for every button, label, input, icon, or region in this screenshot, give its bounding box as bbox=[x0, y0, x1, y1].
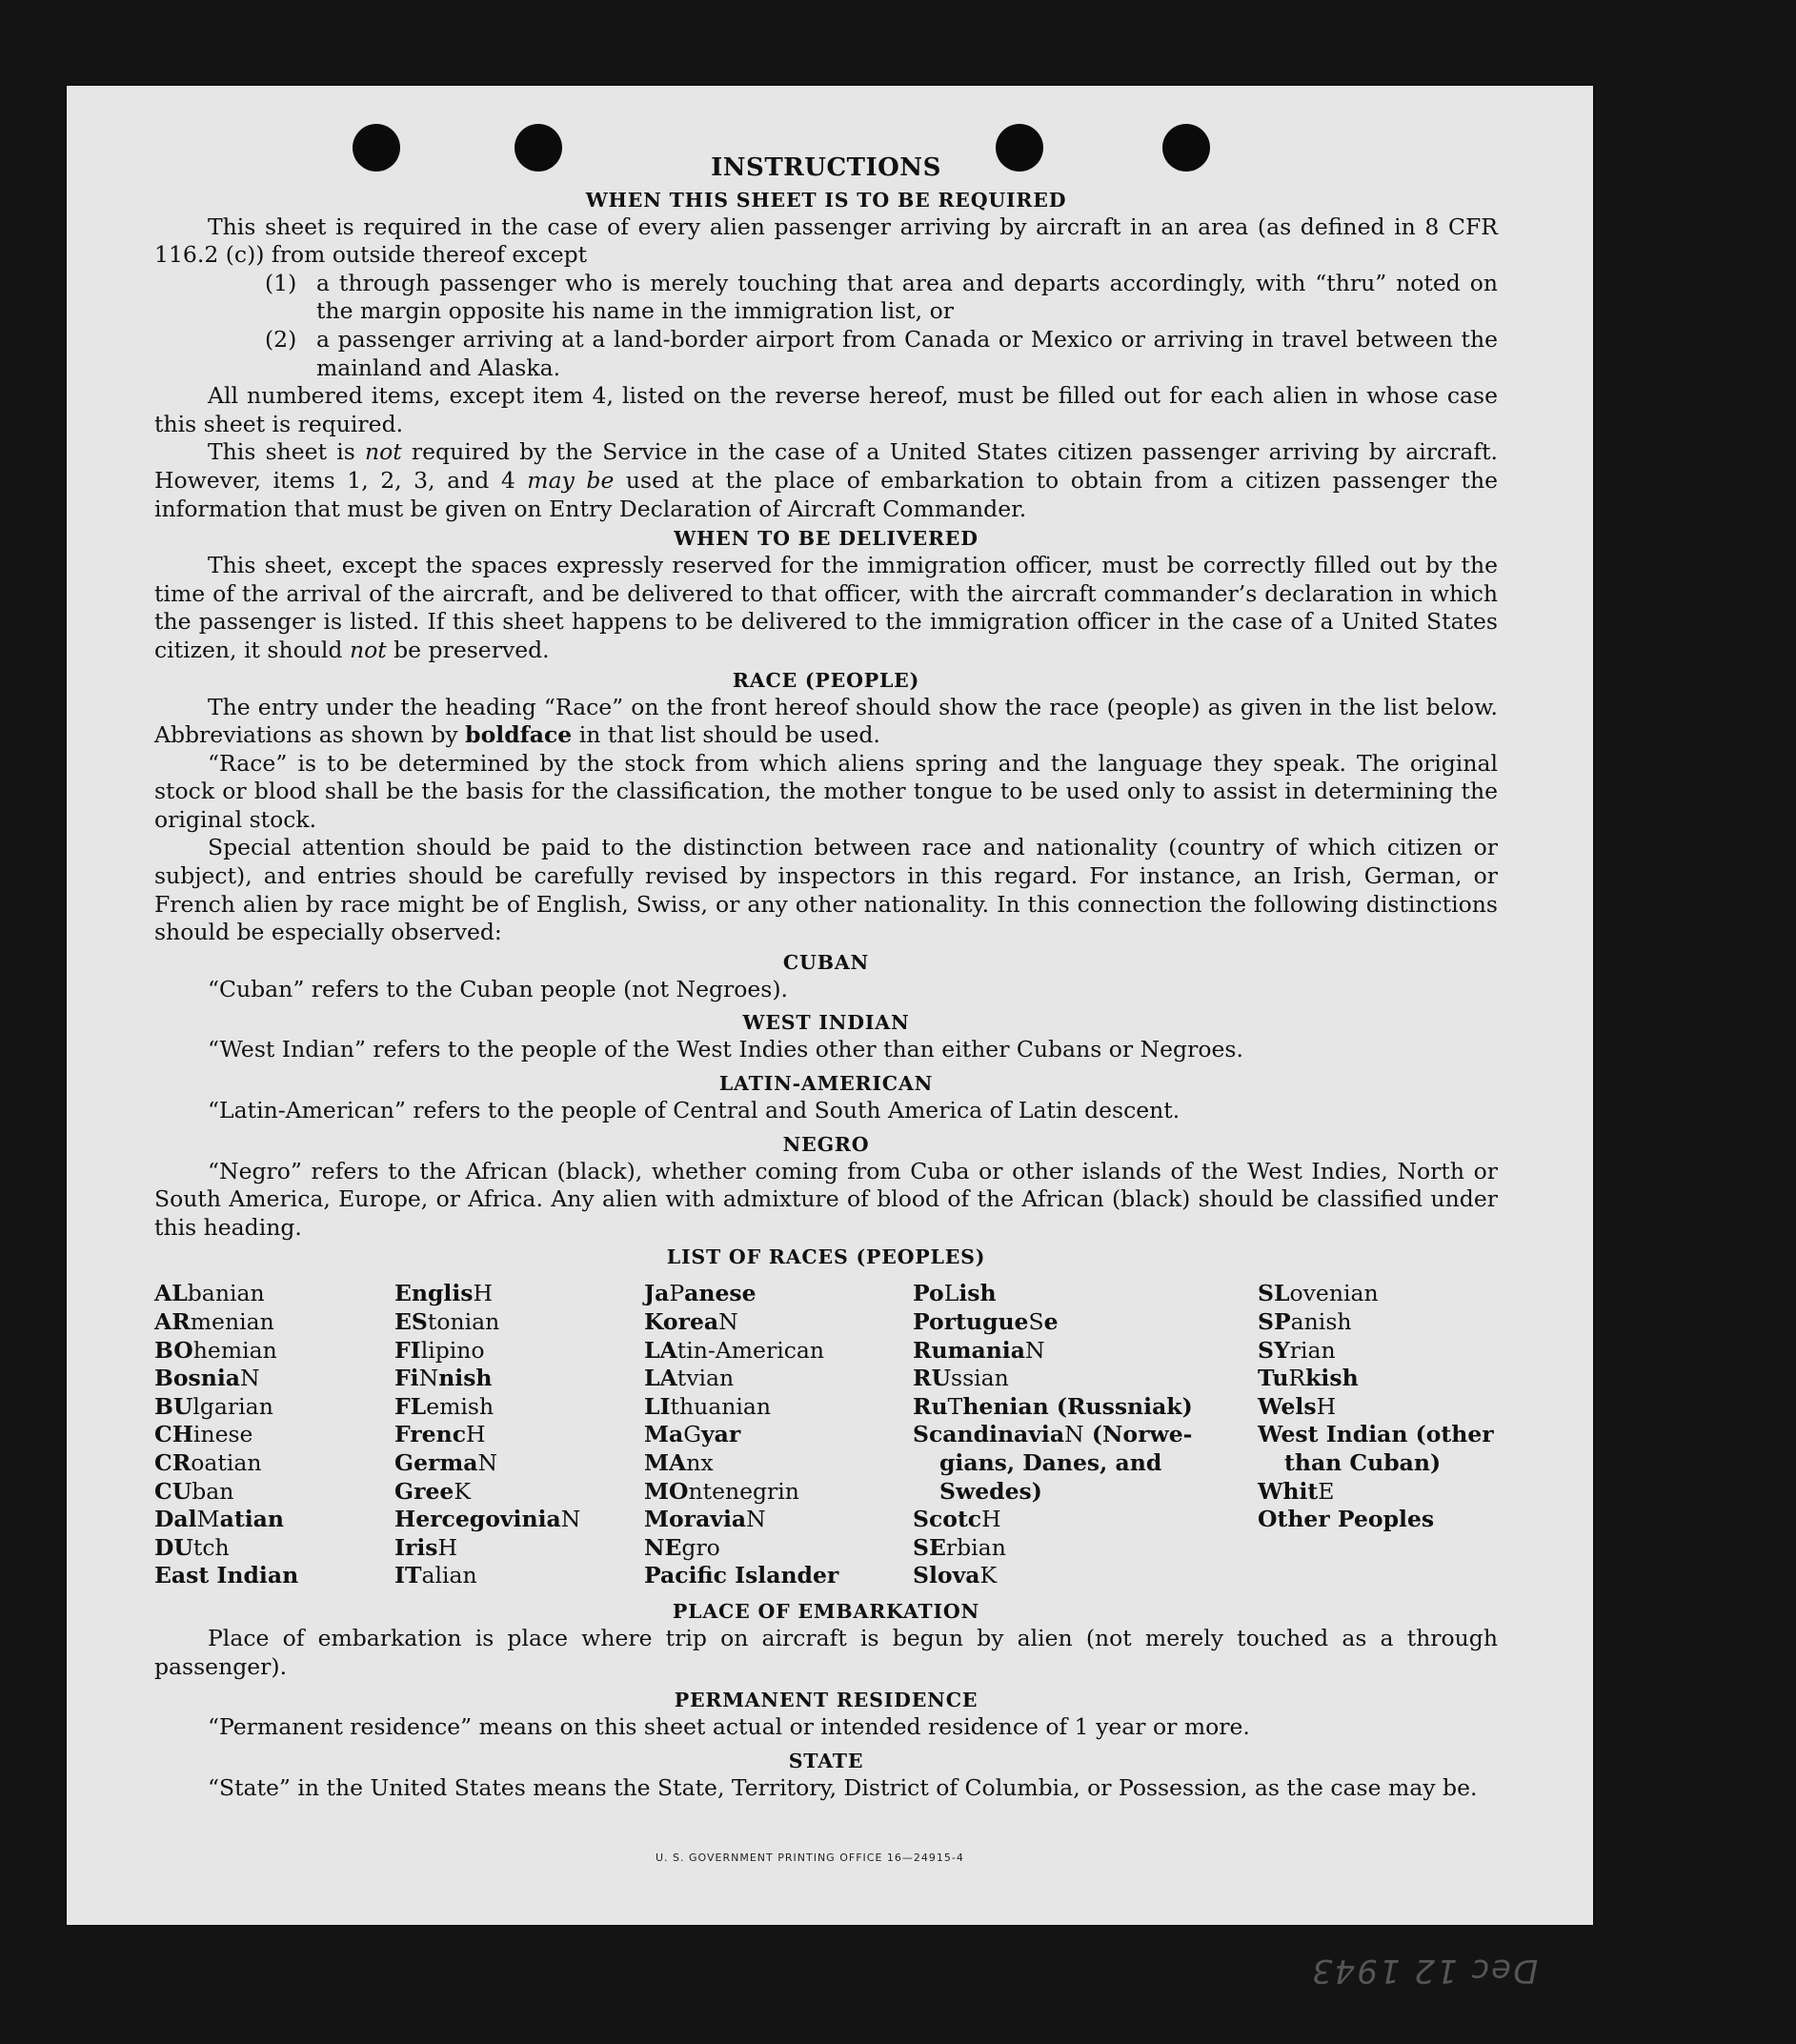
race-entry bbox=[154, 1308, 394, 1337]
race-entry-segment: inese bbox=[192, 1421, 253, 1448]
race-entry bbox=[1258, 1280, 1498, 1308]
race-entry bbox=[644, 1534, 913, 1563]
race-entry-segment: rbian bbox=[945, 1533, 1006, 1561]
race-entry-segment: LA bbox=[644, 1365, 677, 1392]
race-entry-segment: Tu bbox=[1258, 1365, 1289, 1392]
race-entry-segment: CU bbox=[154, 1477, 192, 1505]
race-entry-segment: H bbox=[437, 1533, 458, 1561]
race-entry bbox=[913, 1506, 1258, 1534]
heading-list-of-races: LIST OF RACES (PEOPLES) bbox=[666, 1245, 986, 1269]
race-entry-segment: Slova bbox=[913, 1562, 980, 1589]
paragraph-race-2: “Race” is to be determined by the stock from which aliens spring and the language they speak. The original stock or blood shall be the basis for the classification, the mother tongue to be used only to assist in determining the original stock. bbox=[154, 749, 1498, 833]
exception-item-2: (2) a passenger arriving at a land-border airport from Canada or Mexico or arriving in travel between the mainland and Alaska. bbox=[265, 325, 1498, 381]
race-entry-segment: ish bbox=[959, 1280, 997, 1307]
race-entry-segment: Gree bbox=[394, 1477, 454, 1505]
instructions-body bbox=[154, 154, 1498, 1802]
race-entry-segment: than Cuban) bbox=[1284, 1448, 1442, 1476]
race-entry bbox=[913, 1365, 1258, 1393]
race-entry-segment: West Indian (other bbox=[1258, 1421, 1494, 1448]
race-entry-segment: Hercegovinia bbox=[394, 1506, 561, 1533]
race-entry-segment: BU bbox=[154, 1392, 193, 1420]
race-entry bbox=[644, 1506, 913, 1534]
races-column-1 bbox=[154, 1280, 394, 1590]
race-entry-segment: lipino bbox=[420, 1336, 485, 1364]
race-entry bbox=[394, 1478, 644, 1507]
race-entry-segment: emish bbox=[426, 1392, 494, 1420]
race-entry-segment: Other Peoples bbox=[1258, 1506, 1435, 1533]
race-entry-segment: G bbox=[683, 1421, 702, 1448]
race-entry-segment: P bbox=[669, 1280, 685, 1307]
race-entry-segment: N bbox=[1024, 1336, 1045, 1364]
race-entry-segment: Ja bbox=[644, 1280, 670, 1307]
race-entry bbox=[154, 1449, 394, 1478]
race-entry-segment: FI bbox=[394, 1336, 421, 1364]
race-entry-segment: N bbox=[746, 1506, 766, 1533]
race-entry-segment: tin-American bbox=[676, 1336, 825, 1364]
heading-residence: PERMANENT RESIDENCE bbox=[674, 1689, 979, 1712]
paragraph-embarkation: Place of embarkation is place where trip on aircraft is begun by alien (not merely touched as a through passenger). bbox=[154, 1624, 1498, 1680]
printing-office-imprint: U. S. GOVERNMENT PRINTING OFFICE 16—24915-4 bbox=[656, 1852, 964, 1864]
heading-negro: NEGRO bbox=[782, 1132, 870, 1156]
race-entry bbox=[644, 1393, 913, 1422]
race-entry-segment: AR bbox=[154, 1308, 191, 1335]
race-entry-segment: Portugue bbox=[913, 1308, 1029, 1335]
race-entry-segment: K bbox=[979, 1562, 998, 1589]
race-entry bbox=[644, 1365, 913, 1393]
race-entry-segment: (Norwe- bbox=[1083, 1421, 1193, 1448]
race-entry-segment: Scandinavia bbox=[913, 1421, 1065, 1448]
race-entry-segment: LI bbox=[644, 1392, 671, 1420]
race-entry-segment: Wels bbox=[1258, 1392, 1317, 1420]
heading-embarkation: PLACE OF EMBARKATION bbox=[672, 1599, 980, 1623]
race-entry-segment: N bbox=[477, 1448, 498, 1476]
race-entry-segment: anese bbox=[684, 1280, 757, 1307]
paragraph-race-1: The entry under the heading “Race” on the front hereof should show the race (people) as given in the list below. Abbreviations as shown by boldface in that list should be used. bbox=[154, 693, 1498, 749]
race-entry-segment: H bbox=[1316, 1392, 1337, 1420]
paragraph-delivered: This sheet, except the spaces expressly reserved for the immigration officer, must be correctly filled out by the time of the arrival of the aircraft, and be delivered to that officer, with the aircraft commander’s declaration in which the passenger is listed. If this sheet happens to be delivered to the immigration officer in the case of a United States citizen, it should not be preserved. bbox=[154, 552, 1498, 663]
paragraph-residence: “Permanent residence” means on this sheet actual or intended residence of 1 year or more. bbox=[208, 1713, 1250, 1741]
race-entry-segment: MO bbox=[644, 1477, 689, 1505]
race-entry bbox=[154, 1506, 394, 1534]
heading-west-indian: WEST INDIAN bbox=[742, 1011, 910, 1035]
race-entry-segment: AL bbox=[154, 1280, 188, 1307]
race-entry-segment: BO bbox=[154, 1336, 193, 1364]
race-entry bbox=[394, 1534, 644, 1563]
race-entry bbox=[154, 1393, 394, 1422]
race-entry-segment: yar bbox=[701, 1421, 741, 1448]
race-entry-segment: gro bbox=[681, 1533, 720, 1561]
race-entry bbox=[644, 1337, 913, 1366]
race-entry-segment: East Indian bbox=[154, 1562, 299, 1589]
race-entry-segment: anish bbox=[1290, 1308, 1352, 1335]
paragraph-race-3: Special attention should be paid to the distinction between race and nationality (country of which citizen or subject), and entries should be carefully revised by inspectors in this regard. For instance, an Irish, German, or French alien by race might be of English, Swiss, or any other nationality. In this connection the following distinctions should be especially observed: bbox=[154, 834, 1498, 946]
race-entry-segment: banian bbox=[187, 1280, 265, 1307]
race-entry-segment: tvian bbox=[676, 1365, 735, 1392]
race-entry-segment: K bbox=[454, 1477, 471, 1505]
race-entry-segment: RU bbox=[913, 1365, 952, 1392]
race-entry-segment: M bbox=[196, 1506, 220, 1533]
race-entry bbox=[394, 1562, 644, 1590]
race-entry-segment: FL bbox=[394, 1392, 427, 1420]
race-entry-segment: Swedes) bbox=[939, 1477, 1042, 1505]
race-entry-segment: E bbox=[1318, 1477, 1335, 1505]
race-entry-segment: kish bbox=[1305, 1365, 1359, 1392]
races-list bbox=[154, 1280, 1498, 1590]
race-entry bbox=[394, 1449, 644, 1478]
races-column-5 bbox=[1258, 1280, 1498, 1590]
race-entry bbox=[644, 1562, 913, 1590]
document-sheet bbox=[67, 86, 1593, 1990]
race-entry bbox=[913, 1308, 1258, 1337]
race-entry-segment: e bbox=[1043, 1308, 1059, 1335]
race-entry bbox=[644, 1478, 913, 1507]
race-entry bbox=[394, 1337, 644, 1366]
race-entry bbox=[154, 1562, 394, 1590]
race-entry-segment: SE bbox=[913, 1533, 946, 1561]
heading-latin-american: LATIN-AMERICAN bbox=[718, 1072, 934, 1096]
race-entry-segment: DU bbox=[154, 1533, 193, 1561]
race-entry-segment: nx bbox=[686, 1448, 714, 1476]
race-entry-segment: Englis bbox=[394, 1280, 474, 1307]
race-entry bbox=[154, 1421, 394, 1449]
heading-required: WHEN THIS SHEET IS TO BE REQUIRED bbox=[585, 188, 1067, 212]
race-entry bbox=[154, 1534, 394, 1563]
race-entry-segment: Korea bbox=[644, 1308, 719, 1335]
race-entry-segment: N bbox=[240, 1365, 260, 1392]
race-entry-segment: ntenegrin bbox=[688, 1477, 799, 1505]
race-entry-segment: ssian bbox=[951, 1365, 1009, 1392]
paragraph-negro: “Negro” refers to the African (black), whether coming from Cuba or other islands of the West Indies, North or South America, Europe, or Africa. Any alien with admixture of blood of the African (black) should be classified under this heading. bbox=[154, 1157, 1498, 1241]
race-entry-segment: rian bbox=[1289, 1336, 1336, 1364]
race-entry-segment: H bbox=[473, 1280, 494, 1307]
race-entry-segment: NE bbox=[644, 1533, 682, 1561]
paragraph-west-indian: “West Indian” refers to the people of the West Indies other than either Cubans or Negroes. bbox=[208, 1036, 1243, 1063]
race-entry-segment: SP bbox=[1258, 1308, 1291, 1335]
race-entry-segment: MA bbox=[644, 1448, 687, 1476]
race-entry-segment: N bbox=[418, 1365, 439, 1392]
race-entry-segment: R bbox=[1288, 1365, 1306, 1392]
race-entry bbox=[1258, 1393, 1498, 1422]
race-entry bbox=[154, 1365, 394, 1393]
race-entry bbox=[1258, 1308, 1498, 1337]
race-entry-segment: LA bbox=[644, 1336, 677, 1364]
race-entry bbox=[1258, 1337, 1498, 1366]
page-title: INSTRUCTIONS bbox=[711, 153, 941, 182]
race-entry bbox=[154, 1478, 394, 1507]
race-entry-segment: Dal bbox=[154, 1506, 197, 1533]
race-entry-segment: Ma bbox=[644, 1421, 684, 1448]
race-entry-segment: atian bbox=[219, 1506, 284, 1533]
race-entry bbox=[1258, 1478, 1498, 1507]
race-entry bbox=[913, 1337, 1258, 1366]
handwritten-date: Dec 12 1943 bbox=[1310, 1952, 1539, 1990]
race-entry-segment: H bbox=[981, 1506, 1001, 1533]
race-entry-segment: SY bbox=[1258, 1336, 1290, 1364]
race-entry-segment: CH bbox=[154, 1421, 193, 1448]
race-entry-segment: tonian bbox=[427, 1308, 500, 1335]
race-entry-segment: Fi bbox=[394, 1365, 419, 1392]
race-entry bbox=[394, 1421, 644, 1449]
race-entry bbox=[394, 1308, 644, 1337]
race-entry-segment: nish bbox=[438, 1365, 493, 1392]
heading-delivered: WHEN TO BE DELIVERED bbox=[674, 527, 979, 551]
race-entry-segment: N bbox=[560, 1506, 581, 1533]
race-entry-segment: H bbox=[466, 1421, 486, 1448]
race-entry bbox=[1258, 1506, 1498, 1534]
paragraph-latin-american: “Latin-American” refers to the people of Central and South America of Latin descent. bbox=[208, 1097, 1181, 1124]
race-entry-segment: Moravia bbox=[644, 1506, 747, 1533]
races-column-4 bbox=[913, 1280, 1258, 1590]
paragraph-required-intro: This sheet is required in the case of every alien passenger arriving by aircraft in an area (as defined in 8 CFR 116.2 (c)) from outside thereof except bbox=[154, 212, 1498, 269]
race-entry bbox=[1258, 1449, 1498, 1478]
race-entry-segment: L bbox=[943, 1280, 959, 1307]
race-entry-segment: Scotc bbox=[913, 1506, 982, 1533]
race-entry-segment: lgarian bbox=[192, 1392, 273, 1420]
race-entry-segment: ovenian bbox=[1289, 1280, 1379, 1307]
race-entry-segment: T bbox=[947, 1392, 963, 1420]
race-entry bbox=[394, 1393, 644, 1422]
race-entry bbox=[1258, 1421, 1498, 1449]
heading-cuban: CUBAN bbox=[782, 950, 870, 974]
race-entry-segment: Pacific Islander bbox=[644, 1562, 839, 1589]
paragraph-cuban: “Cuban” refers to the Cuban people (not Negroes). bbox=[208, 975, 789, 1002]
race-entry bbox=[913, 1421, 1258, 1449]
race-entry-segment: CR bbox=[154, 1448, 192, 1476]
race-entry-segment: Germa bbox=[394, 1448, 478, 1476]
race-entry bbox=[644, 1308, 913, 1337]
race-entry bbox=[913, 1393, 1258, 1422]
race-entry-segment: Bosnia bbox=[154, 1365, 241, 1392]
heading-state: STATE bbox=[788, 1749, 864, 1772]
race-entry bbox=[644, 1280, 913, 1308]
race-entry bbox=[154, 1337, 394, 1366]
race-entry-segment: ban bbox=[192, 1477, 234, 1505]
race-entry-segment: N bbox=[1064, 1421, 1084, 1448]
race-entry-segment: N bbox=[718, 1308, 738, 1335]
race-entry-segment: IT bbox=[394, 1562, 422, 1589]
race-entry-segment: Ru bbox=[913, 1392, 948, 1420]
race-entry-segment: hemian bbox=[192, 1336, 277, 1364]
races-column-2 bbox=[394, 1280, 644, 1590]
race-entry-segment: alian bbox=[421, 1562, 477, 1589]
race-entry bbox=[913, 1534, 1258, 1563]
exception-item-1: (1) a through passenger who is merely touching that area and departs accordingly, with “thru” noted on the margin opposite his name in the immigration list, or bbox=[265, 269, 1498, 325]
race-entry-segment: henian (Russniak) bbox=[962, 1392, 1193, 1420]
heading-race: RACE (PEOPLE) bbox=[732, 668, 920, 692]
race-entry-segment: Rumania bbox=[913, 1336, 1025, 1364]
race-entry bbox=[1258, 1365, 1498, 1393]
race-entry-segment: SL bbox=[1258, 1280, 1290, 1307]
race-entry-segment: gians, Danes, and bbox=[939, 1448, 1162, 1476]
race-entry bbox=[394, 1506, 644, 1534]
race-entry-segment: Whit bbox=[1258, 1477, 1319, 1505]
race-entry-segment: tch bbox=[192, 1533, 230, 1561]
race-entry-segment: Po bbox=[913, 1280, 944, 1307]
race-entry bbox=[913, 1280, 1258, 1308]
race-entry-segment: ES bbox=[394, 1308, 428, 1335]
paragraph-numbered-items: All numbered items, except item 4, listed on the reverse hereof, must be filled out for each alien in whose case this sheet is required. bbox=[154, 382, 1498, 437]
race-entry bbox=[644, 1449, 913, 1478]
race-entry bbox=[394, 1280, 644, 1308]
race-entry bbox=[394, 1365, 644, 1393]
race-entry-segment: Iris bbox=[394, 1533, 438, 1561]
race-entry bbox=[913, 1449, 1258, 1478]
race-entry bbox=[644, 1421, 913, 1449]
paragraph-state: “State” in the United States means the State, Territory, District of Columbia, or Possession, as the case may be. bbox=[208, 1773, 1478, 1801]
race-entry-segment: oatian bbox=[191, 1448, 262, 1476]
race-entry bbox=[913, 1562, 1258, 1590]
paragraph-citizen: This sheet is not required by the Service in the case of a United States citizen passenger arriving by aircraft. However, items 1, 2, 3, and 4 may be used at the place of embarkation to obtain from a citizen passenger the information that must be given on Entry Declaration of Aircraft Commander. bbox=[154, 438, 1499, 522]
races-column-3 bbox=[644, 1280, 913, 1590]
race-entry-segment: Frenc bbox=[394, 1421, 466, 1448]
race-entry-segment: thuanian bbox=[670, 1392, 772, 1420]
race-entry bbox=[154, 1280, 394, 1308]
race-entry bbox=[913, 1478, 1258, 1507]
race-entry-segment: S bbox=[1028, 1308, 1044, 1335]
race-entry-segment: menian bbox=[190, 1308, 274, 1335]
